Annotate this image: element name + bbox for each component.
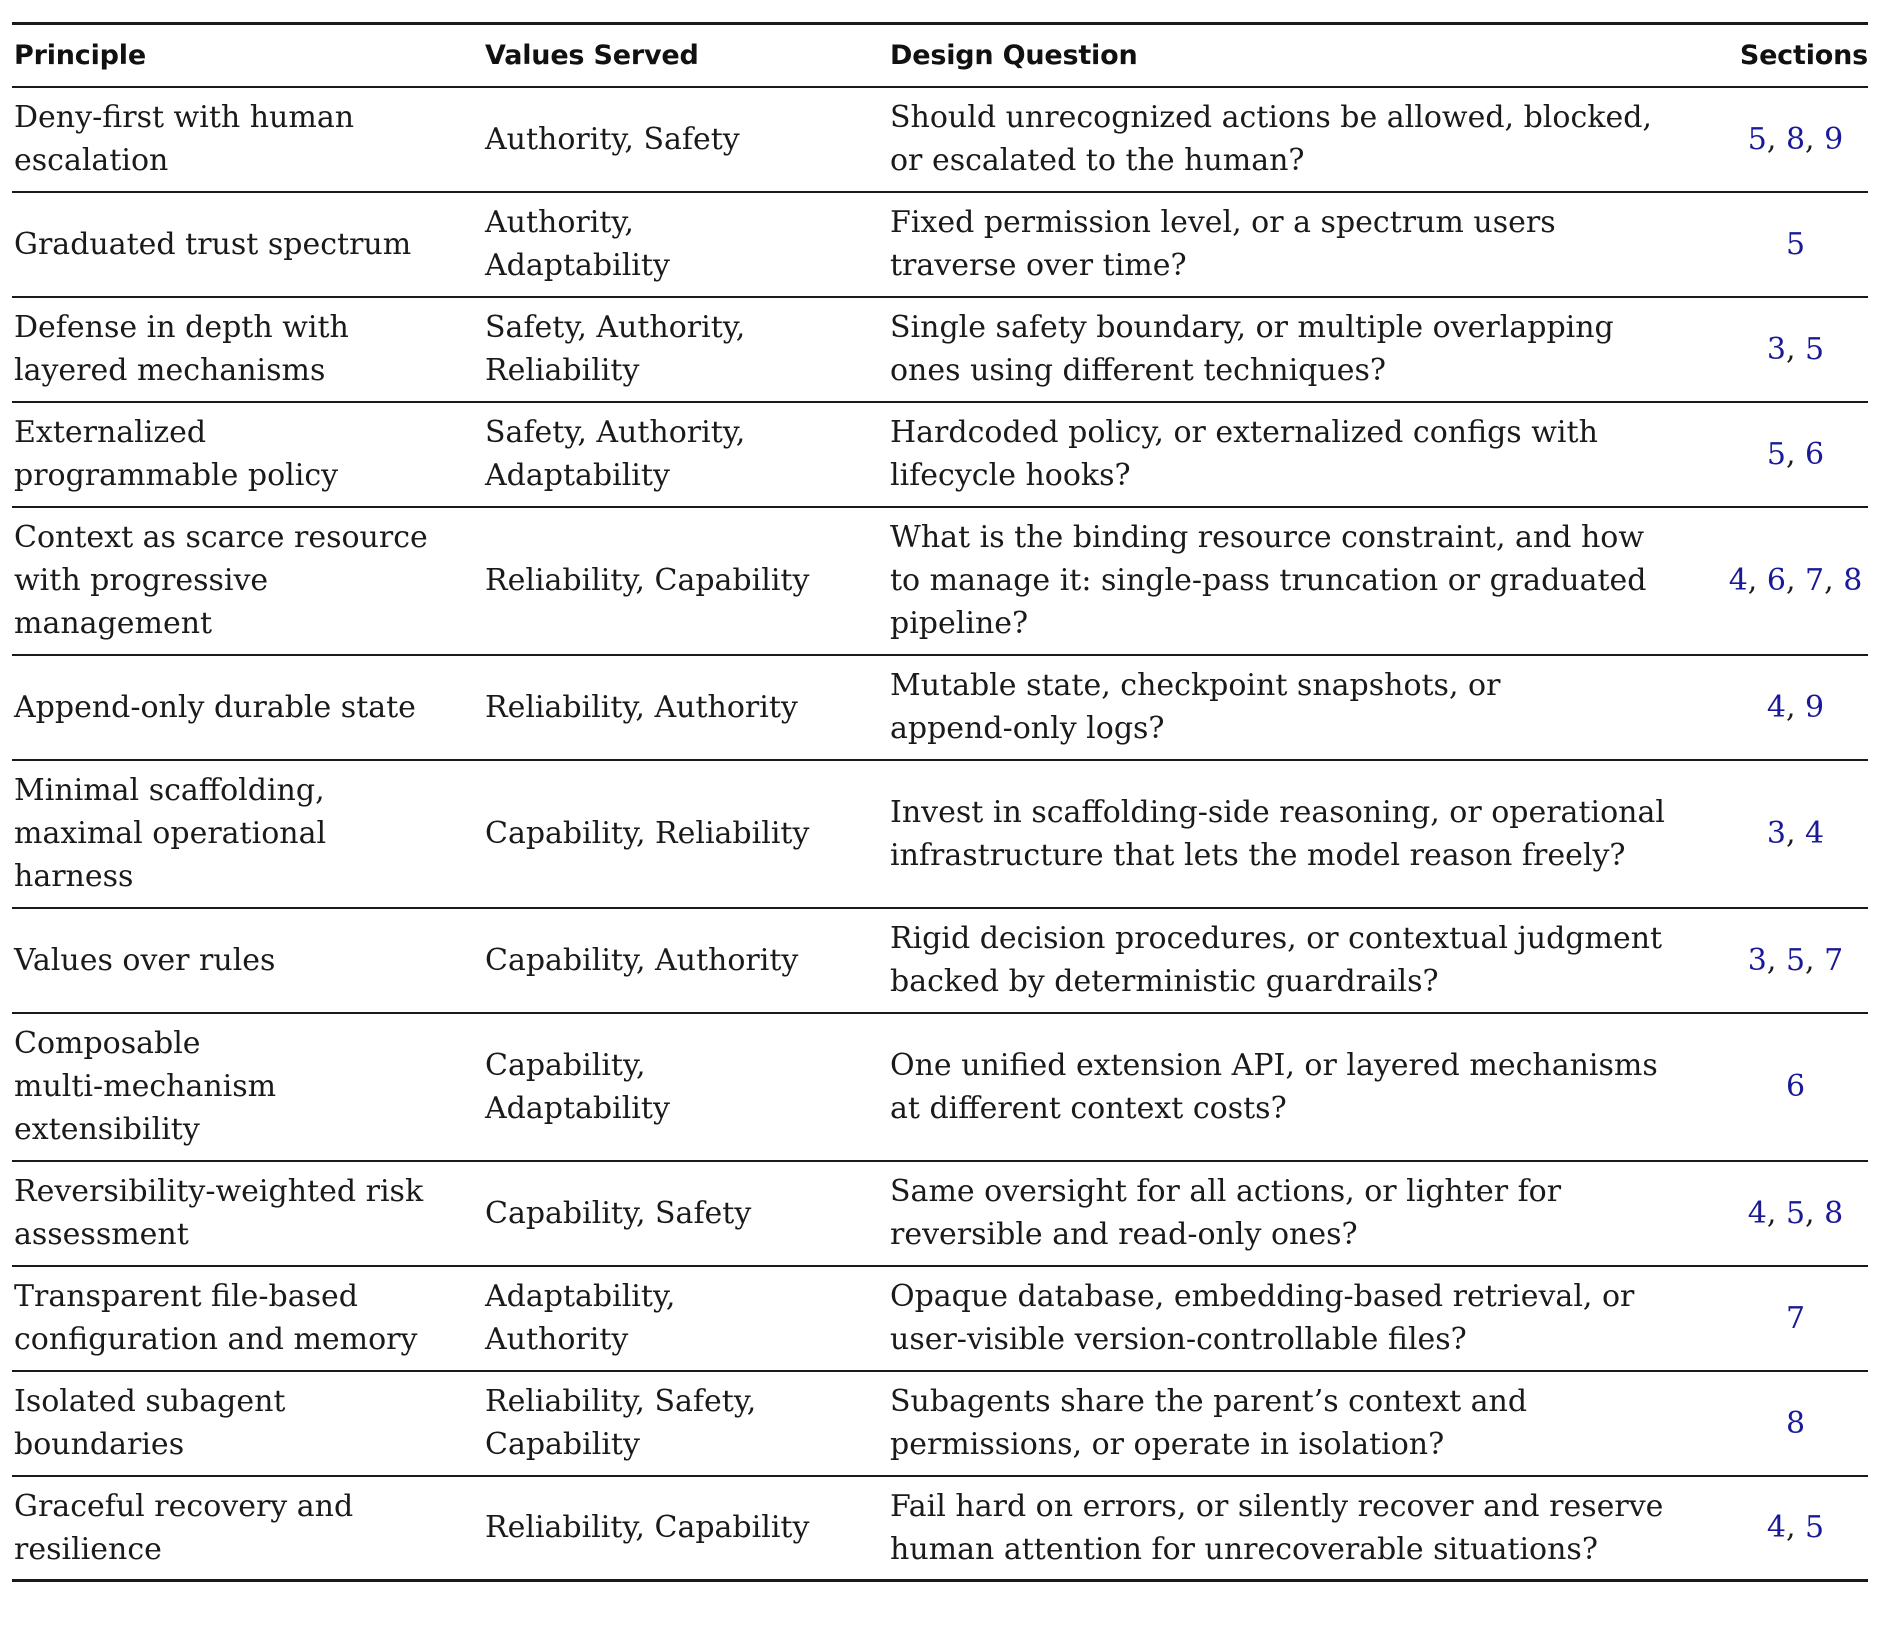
values-served-cell: Authority, Adaptability [485, 205, 670, 283]
sections-cell [1723, 402, 1868, 507]
sections-cell [1723, 760, 1868, 908]
section-link[interactable]: 6 [1785, 1069, 1806, 1104]
principle-cell: Minimal scaffolding, maximal operational harness [14, 773, 327, 894]
header-design-question: Design Question [890, 39, 1138, 71]
table-row [12, 655, 1868, 760]
sections-cell [1723, 297, 1868, 402]
table-body [12, 87, 1868, 1581]
table-row [12, 1013, 1868, 1161]
section-separator: , [1766, 121, 1786, 157]
design-question-cell: Subagents share the parent’s context and permissions, or operate in isolation? [890, 1384, 1528, 1462]
values-served-cell: Capability, Adaptability [485, 1047, 670, 1126]
table-row [12, 507, 1868, 655]
section-separator: , [1766, 1195, 1786, 1231]
section-separator: , [1824, 563, 1844, 598]
table-header [12, 24, 1868, 87]
design-question-cell: Should unrecognized actions be allowed, blocked, or escalated to the human? [890, 100, 1652, 178]
values-served-cell: Capability, Authority [485, 942, 799, 978]
section-separator: , [1785, 1510, 1806, 1546]
values-served-cell: Reliability, Capability [485, 1510, 810, 1546]
principle-cell: Isolated subagent boundaries [14, 1384, 286, 1462]
header-values-served: Values Served [485, 39, 699, 71]
values-served-cell: Capability, Reliability [485, 816, 810, 851]
principles-table-container [12, 22, 1868, 1582]
design-question-cell: Hardcoded policy, or externalized configs with lifecycle hooks? [890, 415, 1598, 493]
principle-cell: Externalized programmable policy [14, 415, 339, 493]
sections-cell [1723, 507, 1868, 655]
section-link[interactable]: 5 [1747, 121, 1767, 157]
principle-cell: Values over rules [14, 942, 276, 978]
principle-cell: Reversibility-weighted risk assessment [14, 1174, 424, 1252]
section-link[interactable]: 5 [1805, 331, 1825, 367]
section-link[interactable]: 3 [1766, 331, 1786, 367]
section-link[interactable]: 7 [1785, 1300, 1806, 1336]
table-row [12, 1161, 1868, 1266]
values-served-cell: Authority, Safety [485, 121, 740, 157]
section-separator: , [1785, 436, 1806, 472]
section-link[interactable]: 5 [1785, 226, 1806, 262]
table-row [12, 1476, 1868, 1581]
sections-cell [1723, 655, 1868, 760]
sections-cell [1723, 1476, 1868, 1581]
design-question-cell: Single safety boundary, or multiple overlapping ones using different techniques? [890, 310, 1614, 388]
principle-cell: Defense in depth with layered mechanisms [14, 310, 349, 388]
section-link[interactable]: 5 [1785, 942, 1806, 978]
section-link[interactable]: 4 [1805, 816, 1825, 851]
section-separator: , [1785, 331, 1806, 367]
section-link[interactable]: 7 [1805, 563, 1825, 598]
table-row [12, 402, 1868, 507]
design-question-cell: Invest in scaffolding-side reasoning, or operational infrastructure that lets the model reason freely? [890, 794, 1665, 873]
values-served-cell: Adaptability, Authority [485, 1279, 676, 1357]
design-question-cell: Opaque database, embedding-based retrieval, or user-visible version-controllable files? [890, 1279, 1635, 1357]
section-separator: , [1785, 689, 1806, 725]
principle-cell: Append-only durable state [14, 689, 416, 725]
section-separator: , [1805, 121, 1825, 157]
principle-cell: Context as scarce resource with progressive management [14, 520, 428, 641]
section-link[interactable]: 5 [1766, 436, 1786, 472]
section-link[interactable]: 3 [1747, 942, 1767, 978]
sections-cell [1723, 1013, 1868, 1161]
section-link[interactable]: 5 [1785, 1195, 1806, 1231]
section-link[interactable]: 4 [1747, 1195, 1767, 1231]
values-served-cell: Safety, Authority, Reliability [485, 310, 746, 388]
sections-cell [1723, 192, 1868, 297]
design-question-cell: Same oversight for all actions, or lighter for reversible and read-only ones? [890, 1174, 1562, 1252]
table-row [12, 1371, 1868, 1476]
design-question-cell: Fail hard on errors, or silently recover and reserve human attention for unrecoverable situations? [890, 1488, 1664, 1567]
table-row [12, 760, 1868, 908]
section-link[interactable]: 8 [1824, 1195, 1844, 1231]
section-separator: , [1805, 942, 1825, 978]
design-question-cell: Rigid decision procedures, or contextual judgment backed by deterministic guardrails? [890, 921, 1663, 999]
values-served-cell: Reliability, Safety, Capability [485, 1384, 757, 1462]
principle-cell: Graduated trust spectrum [14, 226, 412, 262]
values-served-cell: Reliability, Authority [485, 689, 798, 725]
design-question-cell: One unified extension API, or layered mechanisms at different context costs? [890, 1047, 1658, 1126]
table-row [12, 908, 1868, 1013]
section-link[interactable]: 3 [1766, 816, 1786, 851]
table-row [12, 87, 1868, 192]
sections-cell [1723, 87, 1868, 192]
principle-cell: Composable multi-mechanism extensibility [14, 1026, 277, 1147]
section-link[interactable]: 8 [1843, 563, 1863, 598]
section-link[interactable]: 4 [1728, 563, 1748, 598]
section-link[interactable]: 9 [1824, 121, 1844, 157]
section-link[interactable]: 8 [1785, 121, 1806, 157]
values-served-cell: Safety, Authority, Adaptability [485, 415, 746, 493]
section-separator: , [1785, 816, 1806, 851]
section-separator: , [1766, 942, 1786, 978]
section-link[interactable]: 6 [1805, 436, 1825, 472]
values-served-cell: Reliability, Capability [485, 563, 810, 598]
table-row [12, 192, 1868, 297]
sections-cell [1723, 1161, 1868, 1266]
header-row [12, 24, 1868, 87]
sections-cell [1723, 908, 1868, 1013]
sections-cell [1723, 1371, 1868, 1476]
section-link[interactable]: 8 [1785, 1405, 1806, 1441]
header-sections: Sections [1739, 39, 1868, 71]
table-row [12, 1266, 1868, 1371]
section-link[interactable]: 7 [1824, 942, 1844, 978]
principles-table [12, 22, 1868, 1582]
design-question-cell: Fixed permission level, or a spectrum users traverse over time? [890, 205, 1556, 283]
section-link[interactable]: 5 [1805, 1510, 1825, 1546]
table-row [12, 297, 1868, 402]
header-principle: Principle [14, 39, 146, 71]
design-question-cell: What is the binding resource constraint, and how to manage it: single-pass truncation or graduated pipeline? [890, 520, 1647, 641]
section-link[interactable]: 4 [1766, 689, 1786, 725]
sections-cell [1723, 1266, 1868, 1371]
section-link[interactable]: 9 [1805, 689, 1825, 725]
principle-cell: Deny-first with human escalation [14, 100, 355, 178]
principle-cell: Transparent file-based configuration and memory [14, 1279, 418, 1357]
section-link[interactable]: 6 [1766, 563, 1786, 598]
section-separator: , [1785, 563, 1806, 598]
values-served-cell: Capability, Safety [485, 1195, 752, 1231]
section-link[interactable]: 4 [1766, 1510, 1786, 1546]
design-question-cell: Mutable state, checkpoint snapshots, or append-only logs? [890, 668, 1501, 746]
section-separator: , [1805, 1195, 1825, 1231]
principle-cell: Graceful recovery and resilience [14, 1488, 354, 1567]
section-separator: , [1747, 563, 1767, 598]
